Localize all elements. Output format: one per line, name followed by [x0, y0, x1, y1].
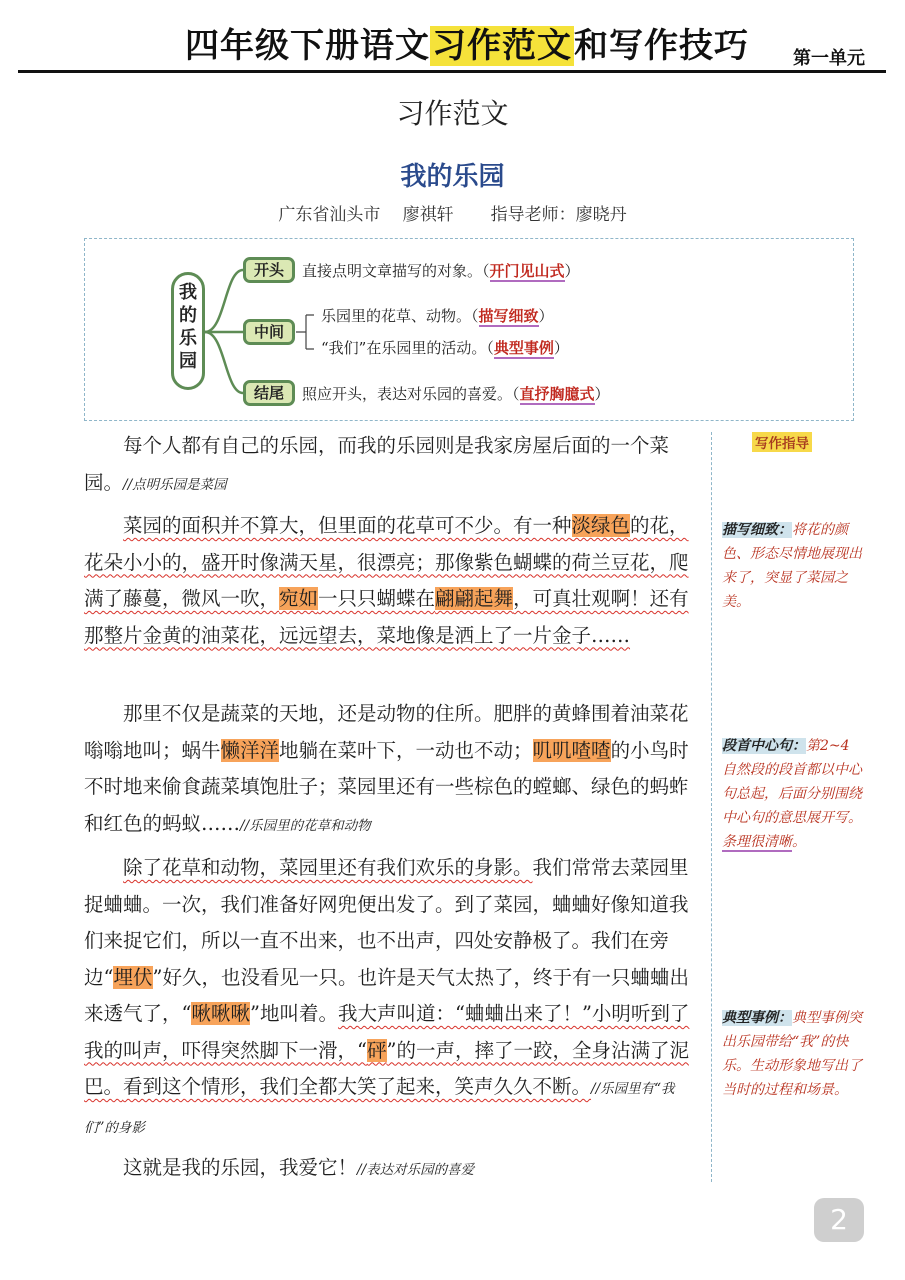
paragraph-2: 菜园的面积并不算大，但里面的花草可不少。有一种淡绿色的花，花朵小小的，盛开时像满天星，很漂亮；那像紫色蝴蝶的荷兰豆花，爬满了藤蔓，微风一吹，宛如一只只蝴蝶在翩翩起舞，可真壮观啊！还有那整片金黄的油菜花，远远望去，菜地像是洒上了一片金子……: [84, 514, 689, 647]
outline-start-text: 直接点明文章描写的对象。（开门见山式）: [302, 262, 580, 280]
essay-title: 我的乐园: [400, 162, 505, 192]
unit-label: 第一单元: [793, 48, 865, 69]
side-divider: [711, 432, 712, 1182]
margin-note: //点明乐园是菜园: [123, 476, 227, 493]
section-title: 习作范文: [396, 97, 509, 130]
margin-note: //乐园里的花草和动物: [240, 817, 371, 834]
author-line: 广东省汕头市 廖祺轩 指导老师：廖晓丹: [278, 205, 627, 225]
paragraph-5: 这就是我的乐园，我爱它！//表达对乐园的喜爱: [123, 1156, 475, 1179]
node-middle: 中间: [243, 319, 295, 345]
side-note-3: 典型事例：典型事例突出乐园带给“我”的快乐。生动形象地写出了当时的过程和场景。: [722, 1010, 862, 1098]
header-rule: [18, 70, 886, 73]
margin-note: //表达对乐园的喜爱: [357, 1162, 475, 1178]
book-title: 四年级下册语文习作范文和写作技巧: [185, 26, 749, 66]
node-start: 开头: [243, 257, 295, 283]
outline-root: [171, 272, 205, 390]
outline-root-label: 我的乐园: [179, 282, 197, 372]
paragraph-4: 除了花草和动物，菜园里还有我们欢乐的身影。我们常常去菜园里捉蛐蛐。一次，我们准备好网兜便出发了。到了菜园，蛐蛐好像知道我们来捉它们，所以一直不出来，也不出声，四处安静极了。我们在旁边“埋伏”好久，也没看见一只。也许是天气太热了，终于有一只蛐蛐出来透气了，“啾啾啾”地叫着。我大声叫道：“蛐蛐出来了！”小明听到了我的叫声，吓得突然脚下一滑，“砰”的一声，摔了一跤，全身沾满了泥巴。看到这个情形，我们全都大笑了起来，笑声久久不断。//乐园里有“我们”的身影: [84, 856, 690, 1136]
outline-middle-item: “我们”在乐园里的活动。（典型事例）: [321, 339, 569, 357]
paragraph-1: 每个人都有自己的乐园，而我的乐园则是我家房屋后面的一个菜园。//点明乐园是菜园: [84, 434, 670, 494]
outline-middle-item: 乐园里的花草、动物。（描写细致）: [321, 307, 554, 325]
side-heading: 写作指导: [752, 432, 812, 452]
node-end: 结尾: [243, 380, 295, 406]
outline-end-text: 照应开头，表达对乐园的喜爱。（直抒胸臆式）: [302, 385, 610, 403]
paragraph-3: 那里不仅是蔬菜的天地，还是动物的住所。肥胖的黄蜂围着油菜花嗡嗡地叫；蜗牛懒洋洋地躺在菜叶下，一动也不动；叽叽喳喳的小鸟时不时地来偷食蔬菜填饱肚子；菜园里还有一些棕色的螳螂、绿色的蚂蚱和红色的蚂蚁……//乐园里的花草和动物: [84, 702, 689, 835]
side-note-1: 描写细致：将花的颜色、形态尽情地展现出来了，突显了菜园之美。: [722, 522, 862, 610]
margin-note: //乐园里有“我们”的身影: [84, 1081, 675, 1136]
page-number: 2: [814, 1198, 864, 1242]
side-note-2: 段首中心句：第2~4自然段的段首都以中心句总起，后面分别围绕中心句的意思展开写。条理很清晰。: [722, 738, 862, 850]
